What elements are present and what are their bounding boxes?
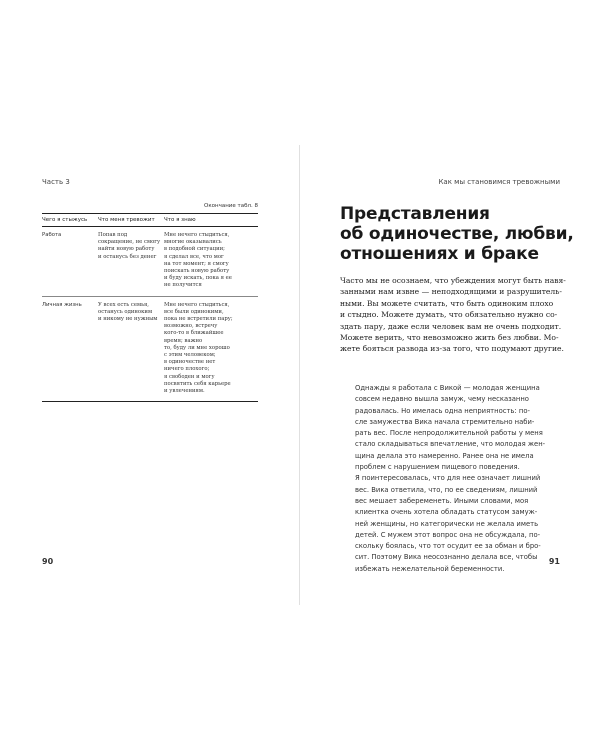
- quote-line: сит. Поэтому Вика неосознанно делала все, чтобы: [355, 553, 538, 562]
- intro-line: ными. Вы можете считать, что быть одиноким плохо: [340, 298, 554, 308]
- title-line: об одиночестве, любви,: [340, 224, 574, 244]
- cell-line: в подобной ситуации;: [164, 246, 225, 253]
- intro-paragraph: [340, 275, 565, 355]
- table-cell-know: [164, 227, 258, 297]
- table-header-row: [42, 214, 258, 227]
- quote-line: радовалась. Но имелась одна неприятность: по-: [355, 406, 530, 415]
- case-example-paragraph: [355, 383, 565, 575]
- left-page-number: 90: [42, 557, 54, 566]
- quote-line: проблем с нарушением пищевого поведения.: [355, 463, 520, 472]
- section-title: [340, 204, 574, 264]
- cell-line: Мне нечего стыдиться,: [164, 301, 230, 308]
- quote-line: Однажды я работала с Викой — молодая женщина: [355, 384, 540, 392]
- cell-line: время; важно: [164, 337, 203, 344]
- cell-line: с этим человеком;: [164, 352, 216, 359]
- table-header-shame: Чего я стыжусь: [42, 214, 98, 227]
- cell-line: я сделал все, что мог: [164, 253, 224, 260]
- cell-line: сокращение, не смогу: [98, 239, 161, 246]
- quote-line: клиентка очень хотела обладать статусом замуж-: [355, 508, 538, 517]
- cell-line: У всех есть семья,: [98, 301, 149, 308]
- cell-line: и увлечениям.: [164, 388, 205, 395]
- cell-line: многие оказывались: [164, 239, 222, 246]
- table-cell-worry: [98, 296, 164, 402]
- intro-line: Часто мы не осознаем, что убеждения могут быть навя-: [340, 276, 566, 285]
- cell-line: не получится: [164, 282, 202, 289]
- left-page: [0, 0, 299, 750]
- quote-line: рать вес. После непродолжительной работы у меня: [355, 429, 543, 438]
- shame-table: [42, 213, 258, 402]
- intro-line: жете бояться развода из-за того, что подумают другие.: [340, 344, 564, 354]
- table-row: [42, 227, 258, 297]
- table-header-know: Что я знаю: [164, 214, 258, 227]
- title-line: Представления: [340, 204, 490, 224]
- left-running-head: Часть 3: [42, 178, 70, 186]
- quote-line: совсем недавно вышла замуж, чему несказанно: [355, 395, 529, 404]
- title-line: отношениях и браке: [340, 244, 539, 264]
- quote-line: вес мешает забеременеть. Иными словами, моя: [355, 496, 529, 505]
- cell-line: останусь одиноким: [98, 308, 153, 315]
- cell-line: на тот момент; я смогу: [164, 260, 229, 267]
- quote-line: скольку боялась, что тот осудит ее за обман и бро-: [355, 542, 541, 551]
- intro-line: и стыдно. Можете думать, что обязательно нужно со-: [340, 310, 558, 320]
- quote-line: стало складываться впечатление, что молодая жен-: [355, 440, 546, 449]
- quote-line: сле замужества Вика начала стремительно наби-: [355, 417, 535, 426]
- cell-line: и останусь без денег: [98, 253, 157, 260]
- table-row: [42, 296, 258, 402]
- cell-line: и буду искать, пока я ее: [164, 275, 232, 282]
- cell-line: посвятить себя карьере: [164, 380, 231, 387]
- cell-line: ничего плохого;: [164, 366, 210, 373]
- table-cell-category: Личная жизнь: [42, 296, 98, 402]
- table-header-worry: Что меня тревожит: [98, 214, 164, 227]
- cell-line: то, буду ли мне хорошо: [164, 344, 230, 351]
- right-running-head: Как мы становимся тревожными: [438, 178, 560, 186]
- table-cell-category: Работа: [42, 227, 98, 297]
- cell-line: возможно, встречу: [164, 323, 218, 330]
- cell-line: кого-то в ближайшее: [164, 330, 224, 337]
- table-cell-worry: [98, 227, 164, 297]
- right-page: [300, 0, 600, 750]
- cell-line: все были одинокими,: [164, 308, 224, 315]
- intro-line: занными нам извне — неподходящими и разрушитель-: [340, 287, 562, 297]
- quote-line: ней женщины, но категорически не желала иметь: [355, 519, 539, 528]
- quote-line: щина делала это намеренно. Ранее она не имела: [355, 451, 534, 460]
- cell-line: поискать новую работу: [164, 268, 230, 275]
- right-page-number: 91: [548, 557, 560, 566]
- cell-line: Мне нечего стыдиться,: [164, 232, 230, 238]
- table-cell-know: [164, 296, 258, 402]
- cell-line: Попав под: [98, 232, 128, 238]
- cell-line: и никому не нужным: [98, 316, 158, 323]
- quote-line: избежать нежелательной беременности.: [355, 564, 505, 573]
- cell-line: пока не встретили пару;: [164, 316, 233, 323]
- quote-line: Я поинтересовалась, что для нее означает лишний: [355, 474, 541, 483]
- cell-line: в одиночестве нет: [164, 359, 216, 366]
- cell-line: найти новую работу: [98, 246, 155, 253]
- quote-line: вес. Вика ответила, что, по ее сведениям, лишний: [355, 485, 538, 494]
- intro-line: Можете верить, что невозможно жить без любви. Мо-: [340, 333, 559, 343]
- quote-line: детей. С мужем этот вопрос она не обсуждала, по-: [355, 530, 541, 539]
- cell-line: я свободен и могу: [164, 373, 215, 380]
- table-caption: Окончание табл. 8: [203, 203, 258, 209]
- intro-line: здать пару, даже если человек вам не очень подходит.: [340, 321, 562, 331]
